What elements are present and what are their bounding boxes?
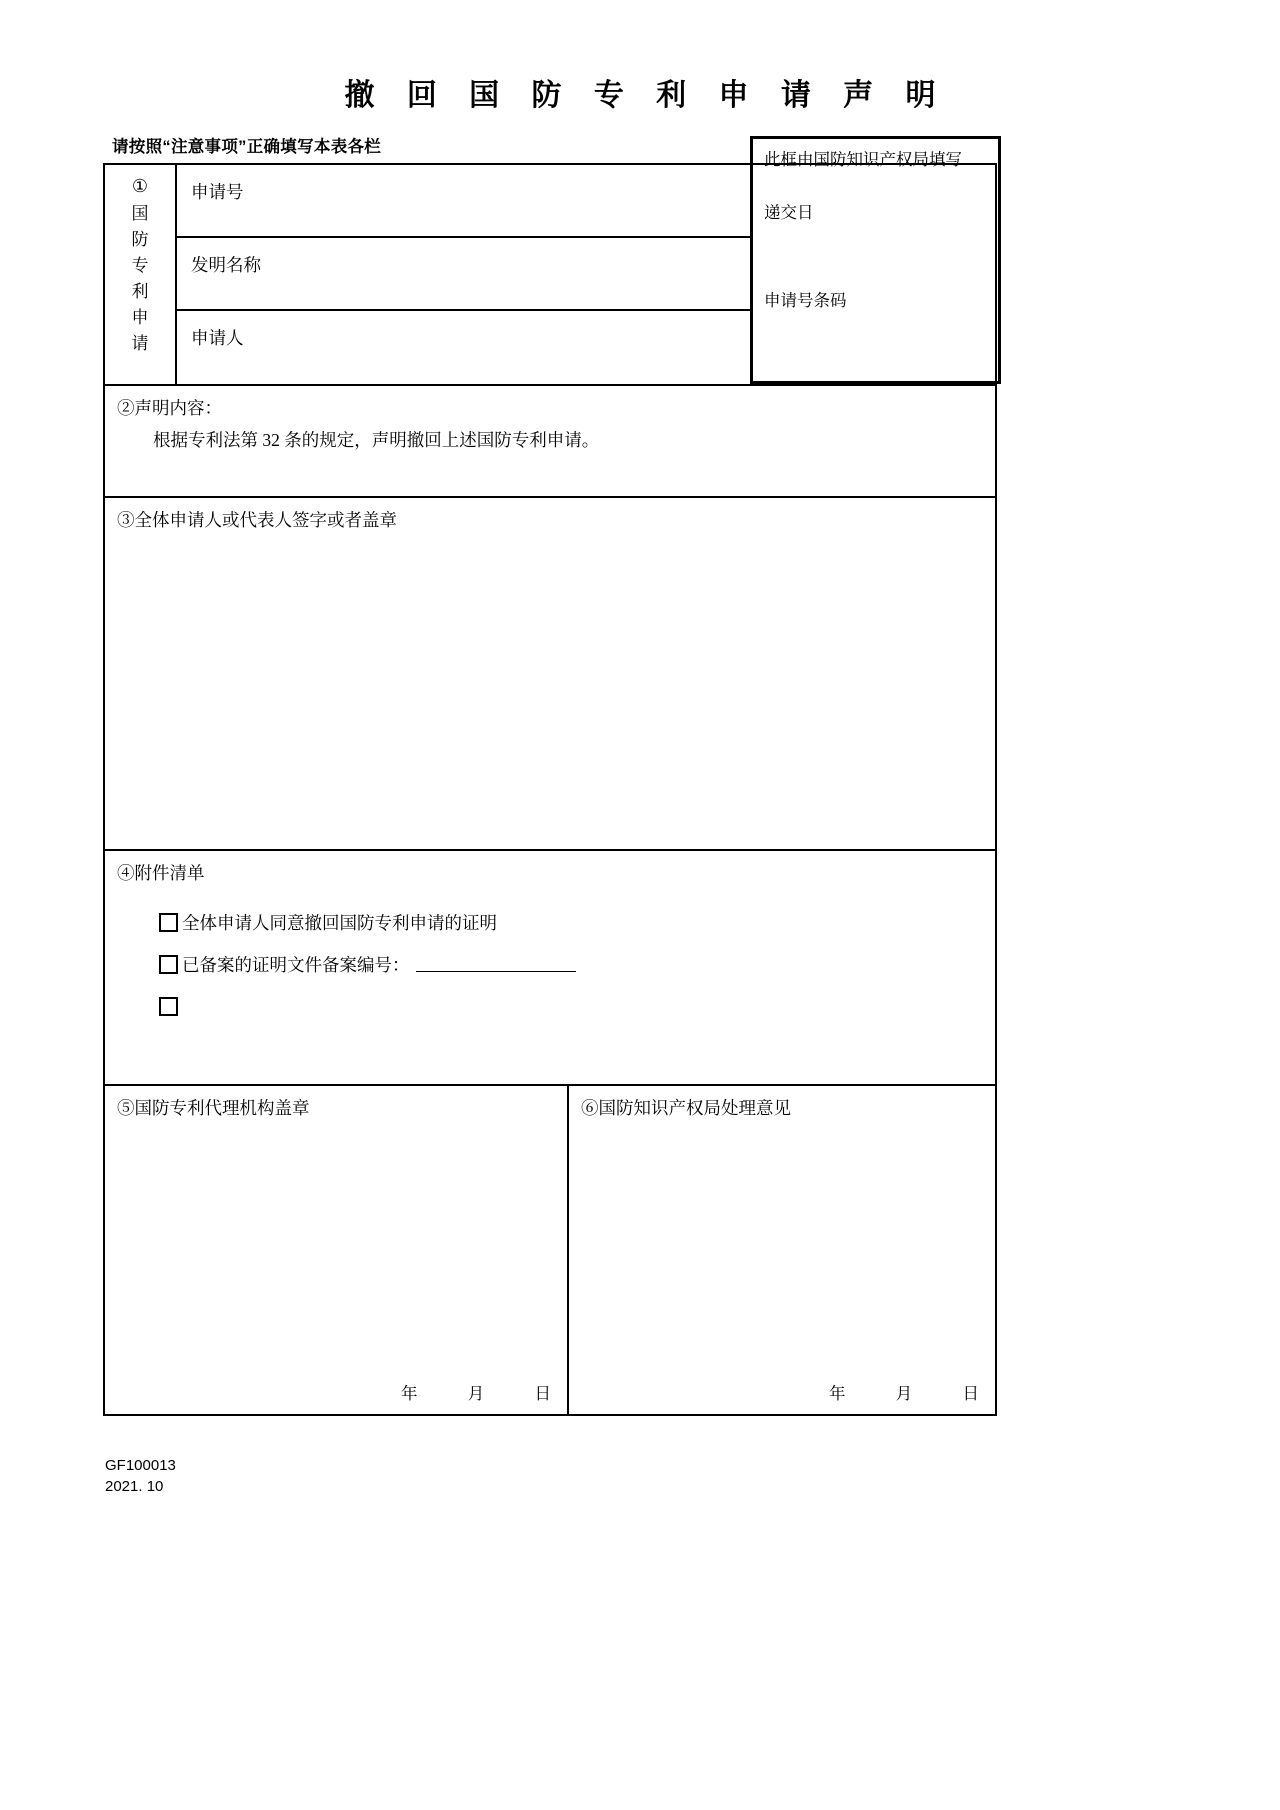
field-row-applicant[interactable]: [177, 311, 750, 384]
instruction-text: 请按照“注意事项”正确填写本表各栏: [112, 138, 382, 156]
section-6-date-line: [829, 1380, 979, 1404]
vertical-char-0: 国: [131, 204, 149, 223]
section-6-day-label: 日: [962, 1384, 979, 1403]
attachment-item-1[interactable]: [159, 901, 959, 943]
section-6-office-opinion[interactable]: [569, 1086, 995, 1416]
section-1-number: ①: [131, 176, 149, 196]
section-1-application-info: [105, 165, 750, 384]
section-5-agency-seal[interactable]: [105, 1086, 569, 1416]
section-4-heading: ④附件清单: [117, 863, 205, 883]
section-1-rows: [177, 165, 750, 384]
record-number-blank-input[interactable]: [416, 956, 576, 972]
checkbox-attachment-2[interactable]: [159, 955, 178, 974]
office-box-title: 此框由国防知识产权局填写: [764, 150, 962, 169]
section-5-year-label: 年: [401, 1384, 418, 1403]
section-5-month-label: 月: [467, 1384, 485, 1403]
section-6-heading: ⑥国防知识产权局处理意见: [581, 1098, 791, 1118]
attachment-label-2: 已备案的证明文件备案编号：: [182, 954, 410, 975]
application-number-label: 申请号: [191, 182, 244, 202]
section-1-marker: [105, 165, 177, 384]
invention-title-label: 发明名称: [191, 255, 261, 275]
vertical-char-3: 利: [131, 282, 149, 301]
vertical-char-4: 申: [131, 308, 149, 327]
section-5-date-line: [401, 1380, 551, 1404]
field-row-invention-title[interactable]: [177, 238, 750, 311]
form-frame: [103, 150, 997, 1416]
attachment-label-1: 全体申请人同意撤回国防专利申请的证明: [182, 912, 497, 933]
attachment-item-3[interactable]: [159, 985, 959, 1027]
section-6-month-label: 月: [895, 1384, 913, 1403]
section-5-heading: ⑤国防专利代理机构盖章: [117, 1098, 310, 1118]
application-barcode-label: 申请号条码: [764, 291, 847, 310]
field-row-application-number[interactable]: [177, 165, 750, 238]
section-6-year-label: 年: [829, 1384, 846, 1403]
checkbox-attachment-3[interactable]: [159, 997, 178, 1016]
section-4-attachment-list: [105, 849, 995, 1084]
section-5-6-row: [105, 1084, 995, 1414]
vertical-char-2: 专: [131, 256, 149, 275]
footer: [105, 1455, 176, 1497]
section-3-heading: ③全体申请人或代表人签字或者盖章: [117, 510, 397, 530]
attachment-items: [159, 901, 959, 1027]
section-2-heading: ②声明内容：: [117, 398, 222, 418]
office-use-box: [750, 136, 1001, 384]
submit-date-label: 递交日: [764, 203, 814, 222]
form-date: 2021. 10: [105, 1478, 164, 1495]
section-3-signature-area[interactable]: [105, 496, 995, 849]
vertical-char-5: 请: [131, 334, 149, 353]
section-5-day-label: 日: [534, 1384, 551, 1403]
applicant-label: 申请人: [191, 328, 244, 348]
section-2-declaration-content: [105, 384, 995, 496]
form-code: GF100013: [105, 1457, 176, 1474]
attachment-item-2[interactable]: [159, 943, 959, 985]
page-title: 撤 回 国 防 专 利 申 请 声 明: [344, 79, 948, 112]
section-2-body: 根据专利法第 32 条的规定，声明撤回上述国防专利申请。: [153, 430, 600, 450]
checkbox-attachment-1[interactable]: [159, 913, 178, 932]
vertical-char-1: 防: [131, 230, 149, 249]
